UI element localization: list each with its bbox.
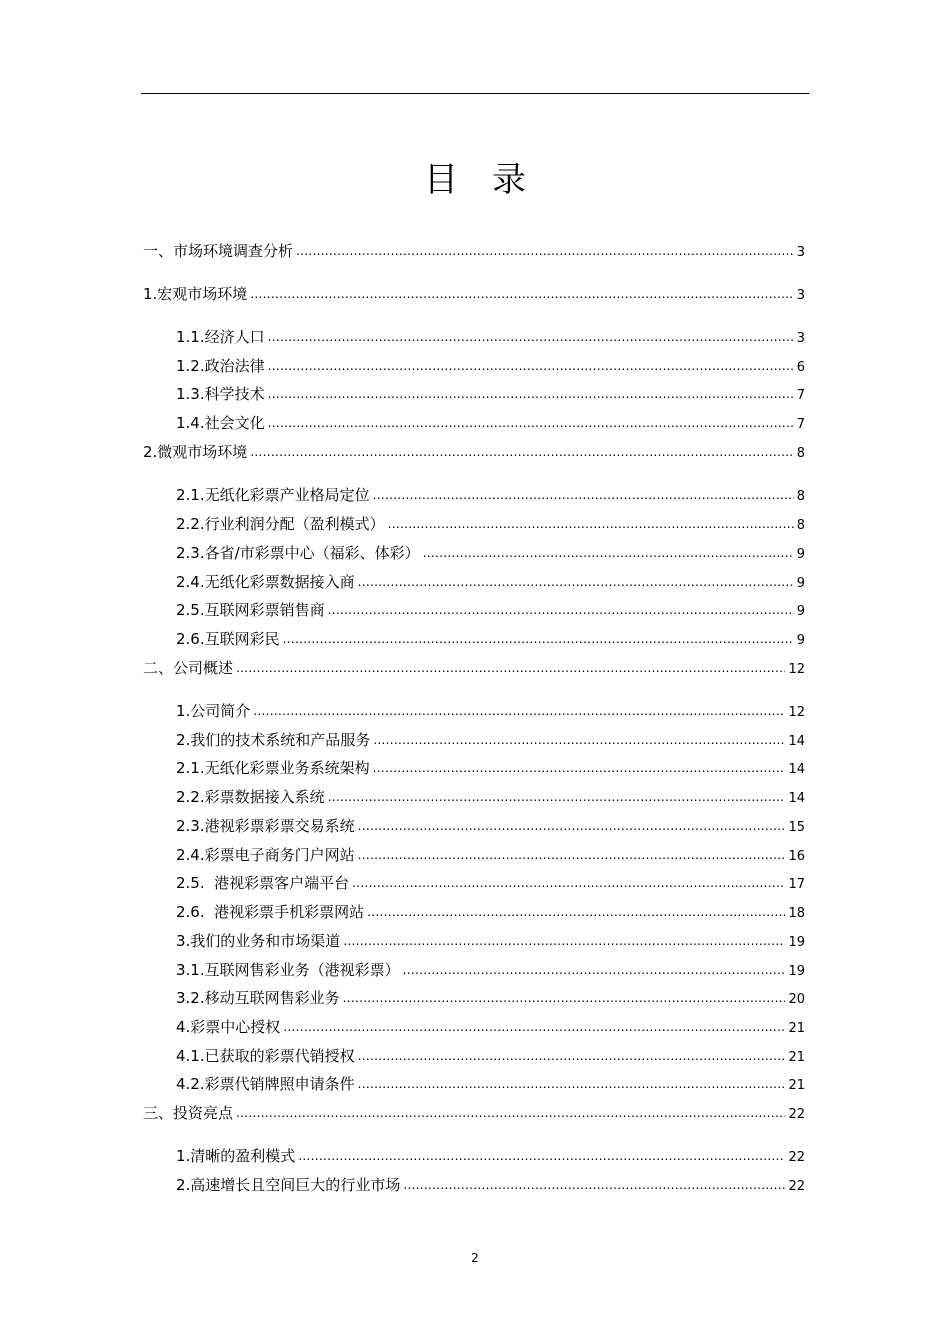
toc-entry-label: 1.清晰的盈利模式 xyxy=(176,1147,296,1165)
toc-dot-leader xyxy=(367,900,785,924)
toc-dot-leader xyxy=(283,1015,785,1039)
toc-entry-label: 2.高速增长且空间巨大的行业市场 xyxy=(176,1176,401,1194)
toc-dot-leader xyxy=(373,728,785,752)
toc-entry[interactable] xyxy=(176,325,805,349)
toc-dot-leader xyxy=(358,570,794,594)
toc-entry-label: 4.彩票中心授权 xyxy=(176,1018,281,1036)
toc-dot-leader xyxy=(373,756,786,780)
toc-dot-leader xyxy=(423,541,794,565)
toc-entry[interactable] xyxy=(176,541,805,565)
toc-entry-page: 14 xyxy=(788,762,805,777)
toc-entry-page: 21 xyxy=(788,1021,805,1036)
toc-entry-label: 2.5.互联网彩票销售商 xyxy=(176,601,325,619)
toc-entry[interactable] xyxy=(143,282,805,306)
toc-entry[interactable] xyxy=(176,785,805,809)
toc-dot-leader xyxy=(296,239,794,263)
toc-entry-label: 2.我们的技术系统和产品服务 xyxy=(176,731,371,749)
toc-entry-label: 2.1.无纸化彩票产业格局定位 xyxy=(176,486,370,504)
toc-entry[interactable] xyxy=(176,598,805,622)
toc-entry-page: 3 xyxy=(796,331,805,346)
toc-entry-page: 21 xyxy=(788,1050,805,1065)
toc-entry[interactable] xyxy=(176,958,805,982)
toc-dot-leader xyxy=(358,814,786,838)
toc-dot-leader xyxy=(352,871,785,895)
toc-entry[interactable] xyxy=(176,814,805,838)
toc-dot-leader xyxy=(343,986,786,1010)
toc-entry[interactable] xyxy=(143,239,805,263)
toc-dot-leader xyxy=(328,598,794,622)
toc-entry-label: 2.4.彩票电子商务门户网站 xyxy=(176,846,355,864)
toc-dot-leader xyxy=(268,382,794,406)
toc-entry-page: 12 xyxy=(788,662,805,677)
toc-entry[interactable] xyxy=(176,728,805,752)
toc-entry[interactable] xyxy=(176,1173,805,1197)
toc-entry[interactable] xyxy=(176,354,805,378)
toc-entry-page: 22 xyxy=(788,1107,805,1122)
toc-entry-label: 一、市场环境调查分析 xyxy=(143,242,294,260)
toc-entry-label: 2.1.无纸化彩票业务系统架构 xyxy=(176,759,370,777)
toc-entry-page: 9 xyxy=(796,576,805,591)
toc-entry[interactable] xyxy=(143,1101,805,1125)
toc-entry-page: 6 xyxy=(796,360,805,375)
toc-entry-label: 1.公司简介 xyxy=(176,702,251,720)
toc-entry-label: 2.3.各省/市彩票中心（福彩、体彩） xyxy=(176,544,420,562)
toc-entry[interactable] xyxy=(176,570,805,594)
toc-entry-page: 19 xyxy=(788,935,805,950)
toc-entry[interactable] xyxy=(176,483,805,507)
toc-entry[interactable] xyxy=(143,656,805,680)
toc-dot-leader xyxy=(373,483,794,507)
toc-entry-page: 22 xyxy=(788,1179,805,1194)
toc-dot-leader xyxy=(403,1173,785,1197)
toc-entry-label: 2.6.互联网彩民 xyxy=(176,630,280,648)
toc-entry-label: 4.1.已获取的彩票代销授权 xyxy=(176,1047,355,1065)
toc-entry-page: 14 xyxy=(788,791,805,806)
toc-entry-page: 8 xyxy=(796,446,805,461)
toc-dot-leader xyxy=(403,958,786,982)
toc-entry-page: 17 xyxy=(788,877,805,892)
toc-entry-label: 1.2.政治法律 xyxy=(176,357,265,375)
toc-entry-label: 3.1.互联网售彩业务（港视彩票） xyxy=(176,961,400,979)
toc-entry[interactable] xyxy=(176,929,805,953)
toc-entry[interactable] xyxy=(176,756,805,780)
toc-entry[interactable] xyxy=(176,1144,805,1168)
toc-entry[interactable] xyxy=(176,627,805,651)
toc-dot-leader xyxy=(343,929,785,953)
page-number: 2 xyxy=(471,1251,479,1265)
toc-entry[interactable] xyxy=(143,440,805,464)
toc-entry-page: 18 xyxy=(788,906,805,921)
toc-entry-page: 20 xyxy=(788,992,805,1007)
toc-entry-label: 4.2.彩票代销牌照申请条件 xyxy=(176,1075,355,1093)
toc-entry[interactable] xyxy=(176,843,805,867)
toc-entry[interactable] xyxy=(176,900,805,924)
toc-entry-label: 三、投资亮点 xyxy=(143,1104,234,1122)
toc-dot-leader xyxy=(358,1072,786,1096)
toc-entry-label: 1.3.科学技术 xyxy=(176,385,265,403)
toc-dot-leader xyxy=(268,354,794,378)
toc-entry-page: 22 xyxy=(788,1150,805,1165)
toc-entry-label: 二、公司概述 xyxy=(143,659,234,677)
toc-dot-leader xyxy=(250,282,793,306)
toc-entry-page: 9 xyxy=(796,547,805,562)
toc-dot-leader xyxy=(250,440,793,464)
toc-dot-leader xyxy=(358,1044,786,1068)
toc-dot-leader xyxy=(328,785,786,809)
toc-entry-page: 7 xyxy=(796,388,805,403)
toc-entry-page: 3 xyxy=(796,288,805,303)
toc-entry[interactable] xyxy=(176,1015,805,1039)
toc-entry-page: 7 xyxy=(796,417,805,432)
toc-entry[interactable] xyxy=(176,871,805,895)
toc-title: 目录 xyxy=(424,160,560,200)
toc-entry-label: 1.1.经济人口 xyxy=(176,328,265,346)
toc-entry-page: 8 xyxy=(796,489,805,504)
toc-entry-page: 15 xyxy=(788,820,805,835)
toc-entry-page: 14 xyxy=(788,734,805,749)
toc-dot-leader xyxy=(236,1101,785,1125)
toc-entry-label: 2.6. 港视彩票手机彩票网站 xyxy=(176,903,365,921)
toc-entry-page: 21 xyxy=(788,1078,805,1093)
toc-entry-page: 12 xyxy=(788,705,805,720)
toc-entry[interactable] xyxy=(176,1072,805,1096)
toc-dot-leader xyxy=(253,699,785,723)
toc-entry-page: 19 xyxy=(788,964,805,979)
toc-entry-page: 3 xyxy=(796,245,805,260)
toc-entry-page: 9 xyxy=(796,604,805,619)
toc-entry-label: 1.4.社会文化 xyxy=(176,414,265,432)
toc-entry-page: 9 xyxy=(796,633,805,648)
toc-entry-label: 3.2.移动互联网售彩业务 xyxy=(176,989,340,1007)
toc-entry-label: 2.3.港视彩票彩票交易系统 xyxy=(176,817,355,835)
toc-dot-leader xyxy=(298,1144,785,1168)
toc-entry[interactable] xyxy=(176,986,805,1010)
toc-entry[interactable] xyxy=(176,382,805,406)
toc-entry-label: 2.4.无纸化彩票数据接入商 xyxy=(176,573,355,591)
toc-entry-label: 2.2.行业利润分配（盈利模式） xyxy=(176,515,385,533)
toc-dot-leader xyxy=(283,627,794,651)
toc-entry-page: 8 xyxy=(796,518,805,533)
toc-entry[interactable] xyxy=(176,411,805,435)
toc-dot-leader xyxy=(268,325,794,349)
toc-dot-leader xyxy=(236,656,785,680)
toc-entry-label: 2.2.彩票数据接入系统 xyxy=(176,788,325,806)
toc-entry[interactable] xyxy=(176,699,805,723)
toc-entry-label: 2.5. 港视彩票客户端平台 xyxy=(176,874,350,892)
toc-entry[interactable] xyxy=(176,512,805,536)
toc-entry-label: 3.我们的业务和市场渠道 xyxy=(176,932,341,950)
toc-entry[interactable] xyxy=(176,1044,805,1068)
toc-dot-leader xyxy=(268,411,794,435)
toc-entry-label: 1.宏观市场环境 xyxy=(143,285,248,303)
toc-dot-leader xyxy=(358,843,786,867)
toc-dot-leader xyxy=(388,512,794,536)
toc-entry-page: 16 xyxy=(788,849,805,864)
toc-entry-label: 2.微观市场环境 xyxy=(143,443,248,461)
